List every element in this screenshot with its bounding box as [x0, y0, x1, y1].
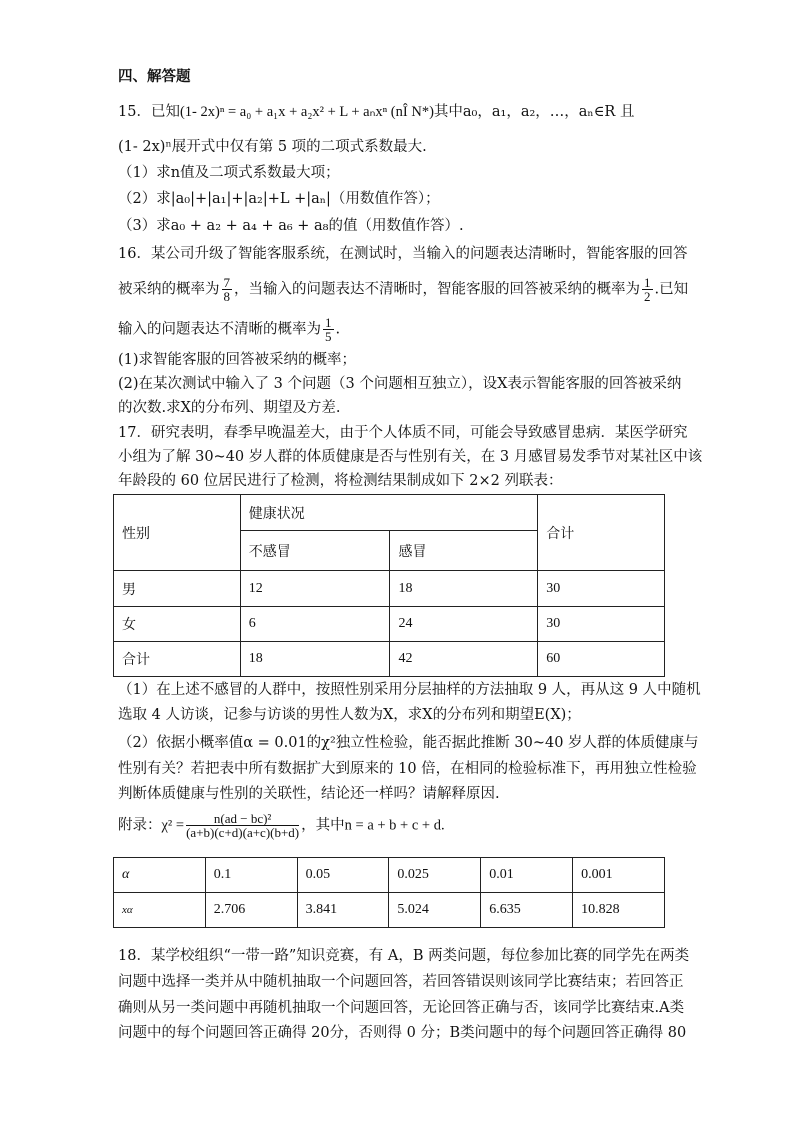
row-label: 合计	[114, 642, 241, 677]
alpha-value: 0.001	[573, 858, 665, 893]
row-label: 女	[114, 607, 241, 642]
fraction-numerator: 7	[223, 275, 230, 290]
cell-no-cold: 6	[240, 607, 390, 642]
q16-part2-line2: 的次数.求X的分布列、期望及方差.	[118, 400, 341, 416]
fraction-numerator: 1	[644, 275, 651, 290]
q17-part1-line1: （1）在上述不感冒的人群中，按照性别采用分层抽样的方法抽取 9 人，再从这 9 人中随机	[118, 682, 701, 698]
q15-suffix: 其中a₀，a₁，a₂，…，aₙ∈R 且	[433, 104, 635, 120]
header-no-cold: 不感冒	[240, 531, 390, 571]
header-total: 合计	[538, 495, 665, 571]
fraction-denominator: 2	[644, 289, 651, 304]
critical-value: 5.024	[389, 893, 481, 928]
header-cold: 感冒	[390, 531, 538, 571]
q16-part1: (1)求智能客服的回答被采纳的概率；	[118, 352, 357, 368]
q18-line4: 问题中的每个问题回答正确得 20分，否则得 0 分；B类问题中的每个问题回答正确得 80	[118, 1025, 687, 1041]
q16-part2-line1: (2)在某次测试中输入了 3 个问题（3 个问题相互独立），设X表示智能客服的回答被采纳	[118, 376, 682, 392]
alpha-label: α	[114, 858, 206, 893]
appendix-label: 附录：	[118, 817, 162, 834]
q17-line2: 小组为了解 30~40 岁人群的体质健康是否与性别有关，在 3 月感冒易发季节对某社区中该	[118, 449, 703, 465]
fraction-numerator: n(ad − bc)²	[186, 812, 299, 826]
q15-line1	[118, 102, 693, 122]
q16-line2-c: .已知	[654, 281, 689, 298]
table-row	[114, 571, 665, 607]
q16-line1: 16．某公司升级了智能客服系统，在测试时，当输入的问题表达清晰时，智能客服的回答	[118, 246, 688, 262]
cell-cold: 42	[390, 642, 538, 677]
header-health-status: 健康状况	[240, 495, 537, 531]
q16-line3-b: .	[335, 321, 341, 338]
critical-value: 6.635	[481, 893, 573, 928]
cell-cold: 24	[390, 607, 538, 642]
chi-square-fraction	[186, 812, 299, 839]
critical-value: 2.706	[205, 893, 297, 928]
alpha-value: 0.025	[389, 858, 481, 893]
cell-total: 30	[538, 571, 665, 607]
q15-line2: (1- 2x)ⁿ展开式中仅有第 5 项的二项式系数最大.	[118, 139, 427, 155]
fraction-denominator: 5	[325, 329, 332, 344]
q17-line1: 17．研究表明，春季早晚温差大，由于个人体质不同，可能会导致感冒患病．某医学研究	[118, 425, 688, 441]
table-row	[114, 858, 665, 893]
table-row	[114, 642, 665, 677]
q16-line3	[118, 316, 693, 343]
q17-part1-line2: 选取 4 人访谈，记参与访谈的男性人数为X，求X的分布列和期望E(X)；	[118, 707, 581, 723]
q17-line3: 年龄段的 60 位居民进行了检测，将检测结果制成如下 2×2 列联表：	[118, 473, 563, 489]
fraction-1-5	[323, 316, 334, 343]
fraction-denominator: 8	[223, 289, 230, 304]
q15-part3: （3）求a₀ + a₂ + a₄ + a₆ + a₈的值（用数值作答）.	[118, 218, 464, 234]
q16-line2	[118, 276, 693, 303]
q15-part1: （1）求n值及二项式系数最大项；	[118, 165, 340, 181]
table-row	[114, 607, 665, 642]
header-gender: 性别	[114, 495, 241, 571]
alpha-value: 0.1	[205, 858, 297, 893]
cell-total: 30	[538, 607, 665, 642]
fraction-1-2	[642, 276, 653, 303]
critical-value: 10.828	[573, 893, 665, 928]
q18-line1: 18．某学校组织“一带一路”知识竞赛，有 A，B 两类问题，每位参加比赛的同学先在两类	[118, 948, 690, 964]
cell-no-cold: 12	[240, 571, 390, 607]
q18-line3: 确则从另一类问题中再随机抽取一个问题回答，无论回答正确与否，该同学比赛结束.A类	[118, 1000, 685, 1016]
cell-total: 60	[538, 642, 665, 677]
q16-line2-b: ，当输入的问题表达不清晰时，智能客服的回答被采纳的概率为	[234, 281, 640, 298]
q15-prefix: 15．已知	[118, 104, 180, 120]
alpha-value: 0.05	[297, 858, 389, 893]
formula-lhs: χ² =	[161, 817, 185, 834]
fraction-denominator: (a+b)(c+d)(a+c)(b+d)	[186, 825, 300, 840]
row-label: 男	[114, 571, 241, 607]
alpha-value: 0.01	[481, 858, 573, 893]
q16-line2-a: 被采纳的概率为	[118, 281, 220, 298]
table-row	[114, 893, 665, 928]
cell-no-cold: 18	[240, 642, 390, 677]
contingency-table	[113, 494, 665, 677]
q17-part2-line1: （2）依据小概率值α = 0.01的χ²独立性检验，能否据此推断 30~40 岁人群的体质健康与	[118, 735, 699, 751]
section-title: 四、解答题	[118, 68, 191, 85]
q15-expansion-formula: (1- 2x)ⁿ = a₀ + a₁x + a₂x² + L + aₙxⁿ (nÎ N*)	[179, 104, 434, 120]
q17-part2-line3: 判断体质健康与性别的关联性，结论还一样吗？请解释原因.	[118, 786, 500, 802]
appendix-formula	[118, 812, 693, 839]
q16-line3-a: 输入的问题表达不清晰的概率为	[118, 321, 321, 338]
q15-part2: （2）求|a₀|+|a₁|+|a₂|+L +|aₙ|（用数值作答）；	[118, 191, 440, 207]
fraction-7-8	[222, 276, 233, 303]
formula-tail: ，其中n = a + b + c + d.	[301, 817, 445, 834]
x-alpha-label: xα	[114, 893, 206, 928]
critical-value-table	[113, 857, 665, 928]
fraction-numerator: 1	[325, 315, 332, 330]
q18-line2: 问题中选择一类并从中随机抽取一个问题回答，若回答错误则该同学比赛结束；若回答正	[118, 974, 684, 990]
cell-cold: 18	[390, 571, 538, 607]
q17-part2-line2: 性别有关？若把表中所有数据扩大到原来的 10 倍，在相同的检验标准下，再用独立性检验	[118, 761, 697, 777]
critical-value: 3.841	[297, 893, 389, 928]
